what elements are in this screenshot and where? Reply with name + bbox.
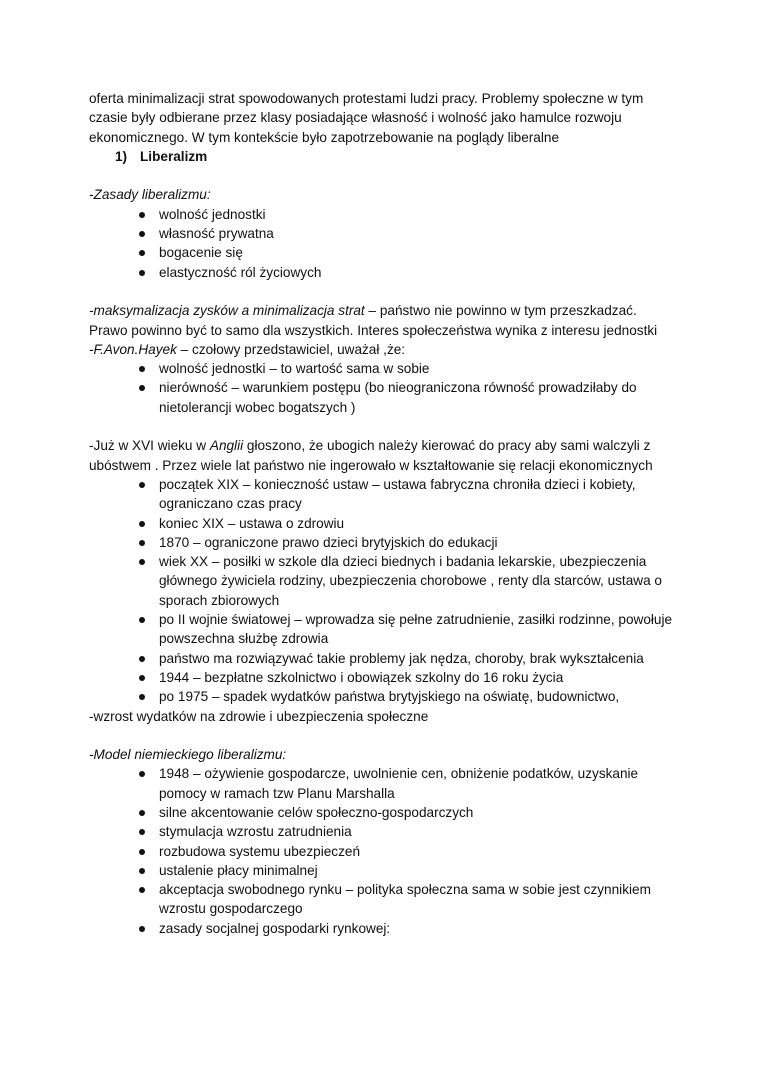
list-item: elastyczność ról życiowych (89, 263, 679, 282)
anglia-list (89, 475, 679, 707)
list-item: po 1975 – spadek wydatków państwa brytyjskiego na oświatę, budownictwo, (89, 687, 679, 706)
anglia-tail: -wzrost wydatków na zdrowie i ubezpieczenia społeczne (89, 708, 429, 724)
heading-number: 1) (115, 148, 128, 164)
list-item: 1870 – ograniczone prawo dzieci brytyjskich do edukacji (89, 533, 679, 552)
list-item: ustalenie płacy minimalnej (89, 861, 679, 880)
hayek-term: -F.Avon.Hayek (89, 341, 177, 357)
intro-paragraph: oferta minimalizacji strat spowodowanych protestami ludzi pracy. Problemy społeczne w tym czasie były odbierane przez klasy posiadające własność i wolność jako hamulce rozwoju ekonomicznego. W tym kontekście było zapotrzebowanie na poglądy liberalne (89, 91, 644, 145)
list-item: koniec XIX – ustawa o zdrowiu (89, 514, 679, 533)
list-item: własność prywatna (89, 224, 679, 243)
zasady-list (89, 205, 679, 282)
list-item: akceptacja swobodnego rynku – polityka społeczna sama w sobie jest czynnikiem wzrostu gospodarczego (89, 880, 679, 919)
list-item: nierówność – warunkiem postępu (bo nieograniczona równość prowadziłaby do nietolerancji wobec bogatszych ) (89, 378, 679, 417)
heading-title: Liberalizm (140, 148, 208, 164)
list-item: początek XIX – konieczność ustaw – ustawa fabryczna chroniła dzieci i kobiety, ograniczano czas pracy (89, 475, 679, 514)
model-list (89, 764, 679, 938)
hayek-text: – czołowy przedstawiciel, uważał ,że: (176, 341, 406, 357)
list-item: 1944 – bezpłatne szkolnictwo i obowiązek szkolny do 16 roku życia (89, 668, 679, 687)
maks-term: -maksymalizacja zysków a minimalizacja strat (89, 303, 365, 319)
list-item: stymulacja wzrostu zatrudnienia (89, 822, 679, 841)
maks-text: – państwo nie powinno w tym przeszkadzać. Prawo powinno być to samo dla wszystkich. Interes społeczeństwa wynika z interesu jednostki (89, 303, 658, 338)
hayek-list (89, 359, 679, 417)
list-item: 1948 – ożywienie gospodarcze, uwolnienie cen, obniżenie podatków, uzyskanie pomocy w ramach tzw Planu Marshalla (89, 764, 679, 803)
list-item: bogacenie się (89, 243, 679, 262)
maks-paragraph (89, 301, 679, 340)
list-item: wiek XX – posiłki w szkole dla dzieci biednych i badania lekarskie, ubezpieczenia głównego żywiciela rodziny, ubezpieczenia chorobowe , renty dla starców, ustawa o sporach zbiorowych (89, 552, 679, 610)
model-label: -Model niemieckiego liberalizmu: (89, 747, 287, 763)
list-item: wolność jednostki – to wartość sama w sobie (89, 359, 679, 378)
section-heading (89, 147, 679, 166)
zasady-label: -Zasady liberalizmu: (89, 187, 211, 203)
hayek-paragraph (89, 340, 679, 359)
list-item: wolność jednostki (89, 205, 679, 224)
list-item: po II wojnie światowej – wprowadza się pełne zatrudnienie, zasiłki rodzinne, powołuje powszechna służbę zdrowia (89, 610, 679, 649)
anglia-post: głoszono, że ubogich należy kierować do pracy aby sami walczyli z ubóstwem . Przez wiele lat państwo nie ingerowało w kształtowanie się relacji ekonomicznych (89, 438, 653, 473)
list-item: rozbudowa systemu ubezpieczeń (89, 842, 679, 861)
document-page (89, 89, 679, 938)
list-item: państwo ma rozwiązywać takie problemy jak nędza, choroby, brak wykształcenia (89, 649, 679, 668)
anglia-paragraph (89, 436, 679, 475)
list-item: zasady socjalnej gospodarki rynkowej: (89, 919, 679, 938)
list-item: silne akcentowanie celów społeczno-gospodarczych (89, 803, 679, 822)
anglia-term: Anglii (209, 438, 244, 454)
anglia-pre: -Już w XVI wieku w (89, 438, 210, 454)
